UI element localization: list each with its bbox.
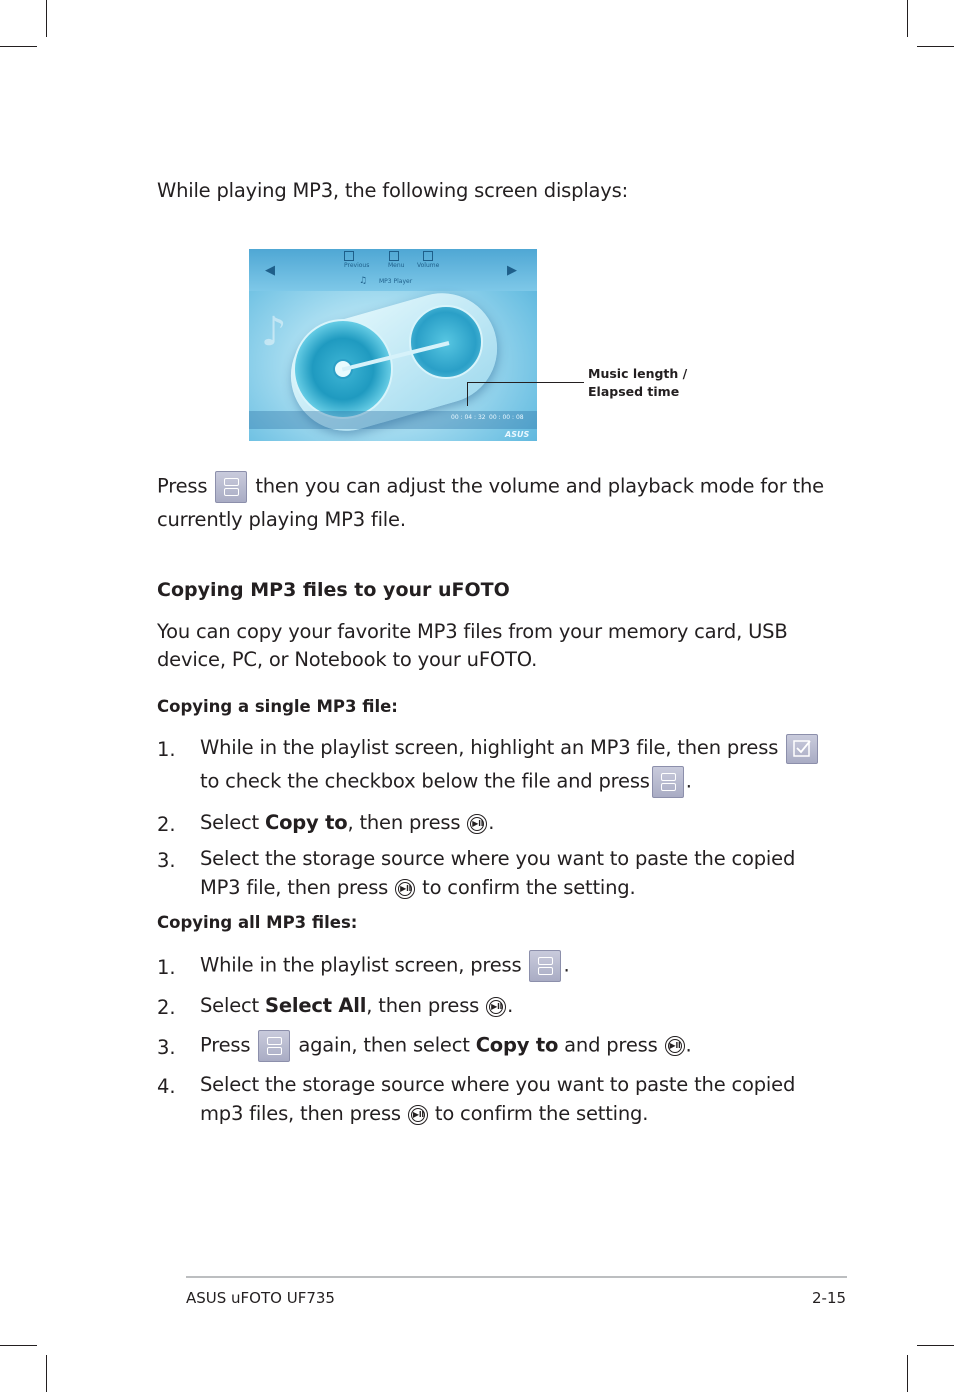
- screen-menu-menu: Menu: [388, 262, 405, 269]
- single-step3: Select the storage source where you want to paste the copied: [200, 847, 796, 870]
- all-step4: Select the storage source where you want to paste the copied: [200, 1073, 796, 1096]
- bold-text: Select All: [264, 994, 367, 1017]
- callout-line1: Music length /: [588, 366, 688, 381]
- bold-text: Copy to: [264, 811, 348, 834]
- text: While in the playlist screen, press: [200, 953, 522, 977]
- checkmark-icon: [787, 735, 817, 763]
- step-number: 3.: [157, 849, 176, 872]
- crop-mark: [46, 0, 47, 37]
- menu-button-icon: [215, 471, 247, 503]
- all-step2: [200, 996, 513, 1017]
- footer-rule: [186, 1276, 847, 1278]
- text: MP3 file, then press: [200, 876, 389, 899]
- text: to check the checkbox below the file and press: [200, 769, 650, 793]
- callout-label: [588, 365, 687, 401]
- crop-mark: [0, 1345, 37, 1346]
- press-paragraph-line2: currently playing MP3 file.: [157, 508, 406, 531]
- callout-line2: Elapsed time: [588, 384, 680, 399]
- menu-button-icon: [258, 1030, 290, 1062]
- text: again, then select: [298, 1033, 470, 1057]
- time-right: 00 : 00 : 08: [489, 414, 524, 421]
- menu-button-icon: [652, 766, 684, 798]
- section-intro-line1: You can copy your favorite MP3 files from your memory card, USB: [157, 620, 788, 643]
- single-step2: [200, 813, 494, 834]
- single-step1: [200, 733, 820, 764]
- footer-page-number: 2-15: [812, 1289, 847, 1307]
- check-button-icon: [786, 734, 818, 764]
- text: to confirm the setting.: [422, 876, 636, 899]
- mp3-player-screenshot: [249, 249, 537, 441]
- text: to confirm the setting.: [434, 1102, 649, 1125]
- text: Select: [200, 811, 259, 834]
- single-step3-line2: [200, 878, 635, 899]
- previous-icon: [344, 251, 354, 261]
- section-intro-line2: device, PC, or Notebook to your uFOTO.: [157, 648, 538, 671]
- text: then you can adjust the volume and playback mode for the: [255, 474, 824, 498]
- bold-text: Copy to: [475, 1033, 559, 1057]
- volume-icon: [423, 251, 433, 261]
- text: Select: [200, 994, 259, 1017]
- crop-mark: [907, 1355, 908, 1392]
- text: .: [563, 953, 570, 977]
- crop-mark: [917, 46, 954, 47]
- all-step3: [200, 1030, 692, 1062]
- footer-left: ASUS uFOTO UF735: [186, 1289, 335, 1307]
- text: Press: [157, 474, 208, 498]
- play-pause-button-icon: ▶ll: [665, 1036, 685, 1056]
- text: .: [685, 769, 692, 793]
- screen-title: MP3 Player: [379, 278, 413, 285]
- text: and press: [564, 1033, 658, 1057]
- right-arrow-icon: ▶: [507, 263, 517, 278]
- single-title: Copying a single MP3 file:: [157, 697, 398, 716]
- play-pause-button-icon: ▶ll: [486, 997, 506, 1017]
- time-left: 00 : 04 : 32: [451, 414, 486, 421]
- intro-text: While playing MP3, the following screen displays:: [157, 179, 628, 202]
- all-step1: [200, 950, 569, 982]
- callout-line: [467, 382, 584, 383]
- press-paragraph: [157, 471, 824, 503]
- crop-mark: [907, 0, 908, 37]
- all-step4-line2: [200, 1104, 648, 1125]
- text: .: [685, 1033, 692, 1057]
- play-pause-button-icon: ▶ll: [395, 879, 415, 899]
- step-number: 4.: [157, 1075, 176, 1098]
- left-arrow-icon: ◀: [265, 263, 275, 278]
- crop-mark: [917, 1345, 954, 1346]
- music-note-icon: ♫: [359, 276, 368, 286]
- text: Press: [200, 1033, 251, 1057]
- step-number: 1.: [157, 956, 176, 979]
- menu-button-icon: [529, 950, 561, 982]
- play-pause-button-icon: ▶ll: [467, 814, 487, 834]
- callout-line: [467, 382, 468, 406]
- all-title: Copying all MP3 files:: [157, 913, 358, 932]
- text: While in the playlist screen, highlight an MP3 file, then press: [200, 736, 779, 759]
- text: mp3 files, then press: [200, 1102, 401, 1125]
- text: , then press: [347, 811, 461, 834]
- single-step1-line2: [200, 766, 692, 798]
- music-note-decoration-icon: ♪: [261, 309, 287, 355]
- step-number: 2.: [157, 813, 176, 836]
- step-number: 2.: [157, 996, 176, 1019]
- menu-icon: [389, 251, 399, 261]
- section-title: Copying MP3 files to your uFOTO: [157, 579, 510, 601]
- crop-mark: [46, 1355, 47, 1392]
- crop-mark: [0, 46, 37, 47]
- play-pause-button-icon: ▶ll: [408, 1105, 428, 1125]
- text: .: [488, 811, 495, 834]
- text: , then press: [366, 994, 480, 1017]
- step-number: 1.: [157, 738, 176, 761]
- text: .: [507, 994, 514, 1017]
- screen-menu-volume: Volume: [417, 262, 440, 269]
- step-number: 3.: [157, 1036, 176, 1059]
- asus-logo: ASUS: [505, 430, 530, 439]
- screen-menu-previous: Previous: [344, 262, 370, 269]
